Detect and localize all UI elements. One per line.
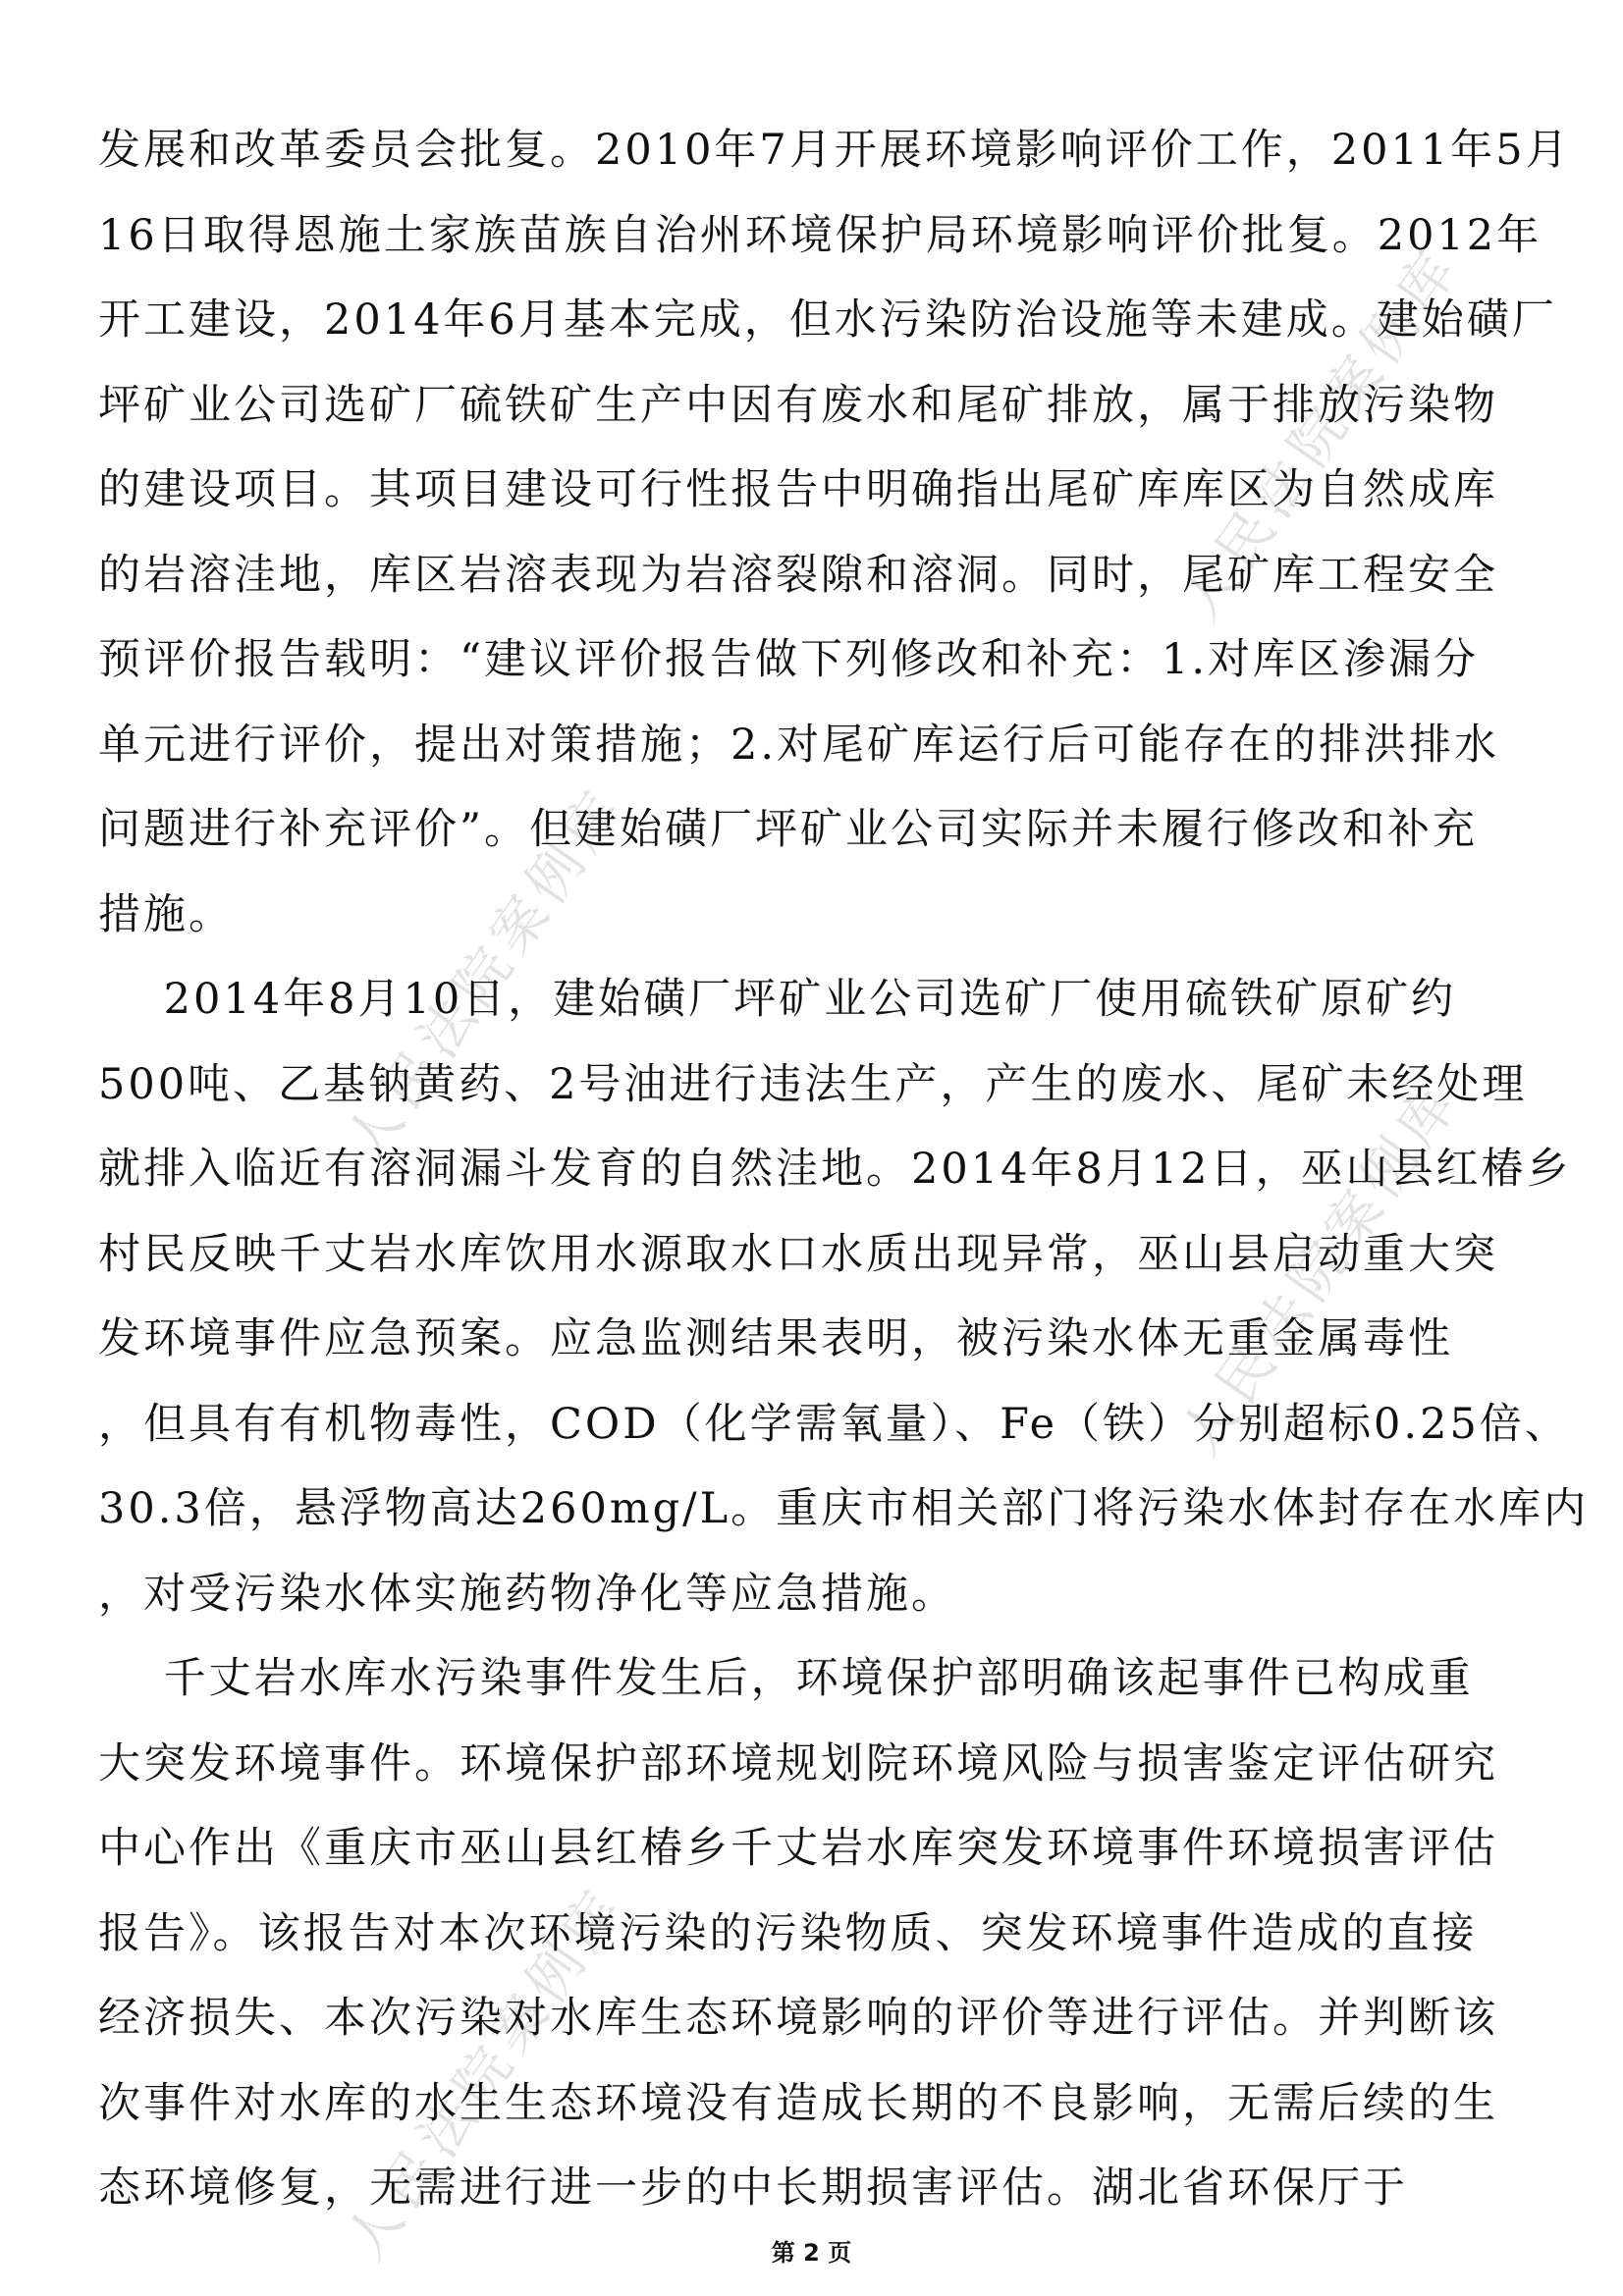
watermark: 人民法院案例库 bbox=[333, 1874, 639, 2272]
text-line: 的建设项目。其项目建设可行性报告中明确指出尾矿库库区为自然成库 bbox=[98, 465, 1498, 514]
text-line: 中心作出《重庆市巫山县红椿乡千丈岩水库突发环境事件环境损害评估 bbox=[98, 1824, 1498, 1873]
text-line: 发展和改革委员会批复。2010年7月开展环境影响评价工作，2011年5月 bbox=[98, 126, 1571, 175]
text-line: 500吨、乙基钠黄药、2号油进行违法生产，产生的废水、尾矿未经处理 bbox=[98, 1059, 1528, 1109]
text-line: 16日取得恩施土家族苗族自治州环境保护局环境影响评价批复。2012年 bbox=[98, 210, 1542, 260]
text-line: 预评价报告载明：“建议评价报告做下列修改和补充：1.对库区渗漏分 bbox=[98, 635, 1480, 684]
text-line: ，对受污染水体实施药物净化等应急措施。 bbox=[98, 1569, 956, 1619]
text-line: 经济损失、本次污染对水库生态环境影响的评价等进行评估。并判断该 bbox=[98, 1994, 1498, 2043]
text-line: 开工建设，2014年6月基本完成，但水污染防治设施等未建成。建始磺厂 bbox=[98, 295, 1557, 345]
text-line: 大突发环境事件。环境保护部环境规划院环境风险与损害鉴定评估研究 bbox=[98, 1738, 1498, 1789]
text-line: 报告》。该报告对本次环境污染的污染物质、突发环境事件造成的直接 bbox=[98, 1908, 1478, 1958]
document-body bbox=[98, 108, 1590, 2231]
text-line: ，但具有有机物毒性，COD（化学需氧量）、Fe（铁）分别超标0.25倍、 bbox=[98, 1399, 1570, 1449]
text-line: 问题进行补充评价”。但建始磺厂坪矿业公司实际并未履行修改和补充 bbox=[98, 805, 1478, 854]
watermark: 人民法院案例库 bbox=[333, 774, 639, 1173]
paragraph-3 bbox=[98, 1636, 1527, 2231]
text-line: 单元进行评价，提出对策措施；2.对尾矿库运行后可能存在的排洪排水 bbox=[98, 720, 1500, 770]
text-line: 次事件对水库的水生生态环境没有造成长期的不良影响，无需后续的生 bbox=[98, 2078, 1498, 2128]
text-line: 村民反映千丈岩水库饮用水源取水口水质出现异常，巫山县启动重大突 bbox=[98, 1229, 1498, 1279]
text-line: 千丈岩水库水污染事件发生后，环境保护部明确该起事件已构成重 bbox=[98, 1654, 1474, 1703]
text-line: 2014年8月10日，建始磺厂坪矿业公司选矿厂使用硫铁矿原矿约 bbox=[98, 975, 1457, 1024]
paragraph-2 bbox=[98, 957, 1590, 1636]
text-line: 30.3倍，悬浮物高达260mg/L。重庆市相关部门将污染水体封存在水库内 bbox=[98, 1484, 1590, 1533]
text-line: 措施。 bbox=[98, 889, 234, 939]
text-line: 态环境修复，无需进行进一步的中长期损害评估。湖北省环保厅于 bbox=[98, 2163, 1408, 2213]
text-line: 发环境事件应急预案。应急监测结果表明，被污染水体无重金属毒性 bbox=[98, 1314, 1453, 1363]
page-number: 第 2 页 bbox=[771, 2239, 852, 2267]
paragraph-1 bbox=[98, 108, 1571, 957]
watermark: 人民法院案例库 bbox=[1167, 1069, 1474, 1468]
text-line: 坪矿业公司选矿厂硫铁矿生产中因有废水和尾矿排放，属于排放污染物 bbox=[98, 380, 1498, 430]
text-line: 就排入临近有溶洞漏斗发育的自然洼地。2014年8月12日，巫山县红椿乡 bbox=[98, 1145, 1572, 1194]
watermark: 人民法院案例库 bbox=[1167, 235, 1474, 633]
text-line: 的岩溶洼地，库区岩溶表现为岩溶裂隙和溶洞。同时，尾矿库工程安全 bbox=[98, 550, 1498, 600]
